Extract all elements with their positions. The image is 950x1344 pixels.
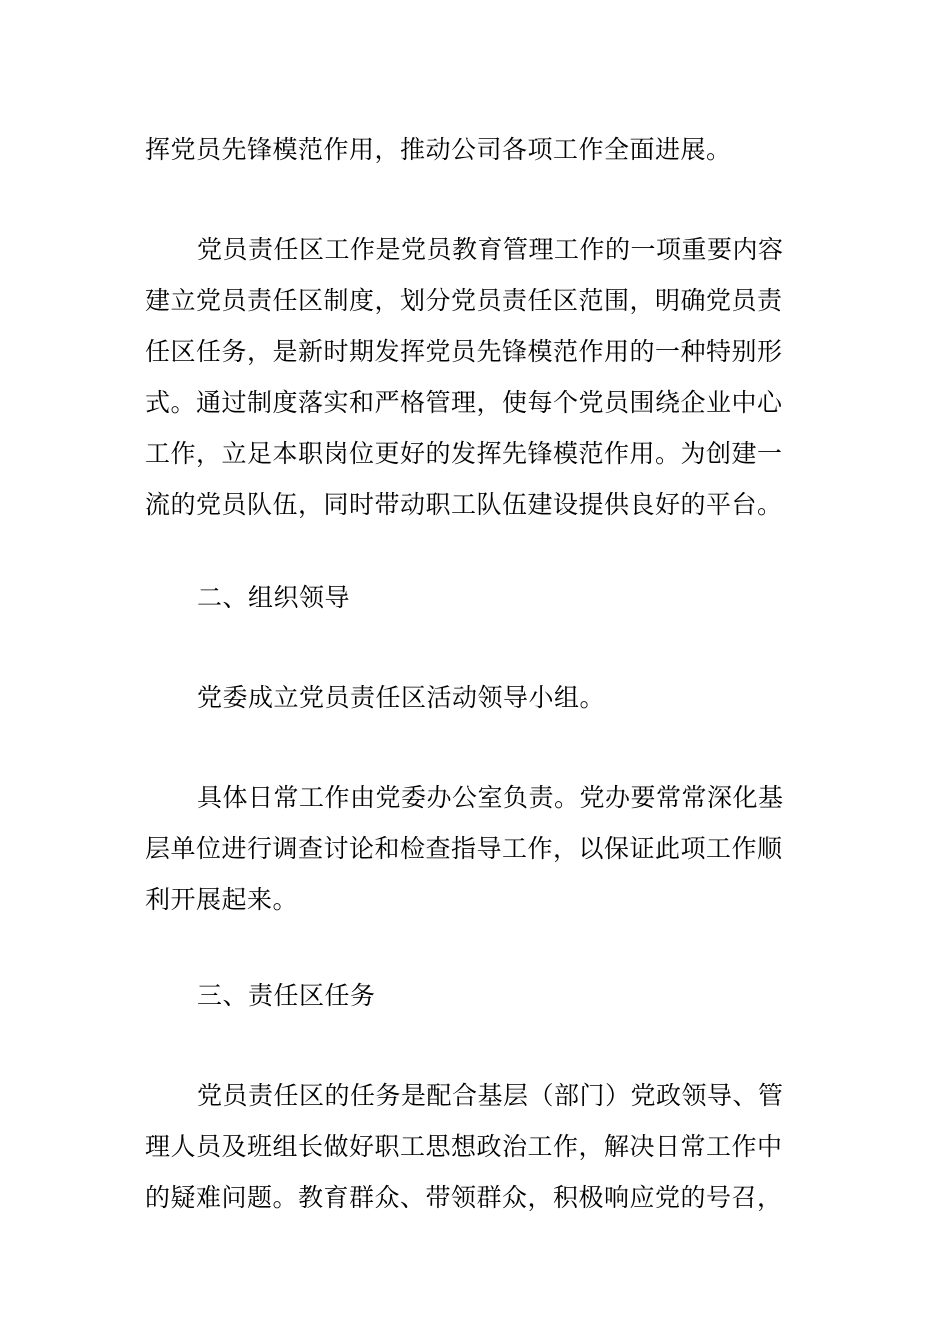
text-line: 党委成立党员责任区活动领导小组。 [197,683,606,712]
section-heading-tasks [145,970,807,1021]
text-line: 层单位进行调查讨论和检查指导工作，以保证此项工作顺 [145,834,783,863]
text-line: 建立党员责任区制度，划分党员责任区范围，明确党员责 [145,286,783,315]
text-line: 利开展起来。 [145,885,299,914]
paragraph-responsibility-zone-intro [145,224,807,530]
paragraph-daily-work [145,772,807,925]
text-line: 党员责任区工作是党员教育管理工作的一项重要内容 [197,235,784,264]
heading-text: 三、责任区任务 [197,981,376,1010]
text-line: 的疑难问题。教育群众、带领群众，积极响应党的号召， [145,1183,783,1212]
text-line: 工作，立足本职岗位更好的发挥先锋模范作用。为创建一 [145,439,783,468]
paragraph-continuation [145,124,807,175]
text-line: 党员责任区的任务是配合基层（部门）党政领导、管 [197,1081,784,1110]
text-line: 具体日常工作由党委办公室负责。党办要常常深化基 [197,783,784,812]
text-line: 挥党员先锋模范作用，推动公司各项工作全面进展。 [145,135,732,164]
text-line: 式。通过制度落实和严格管理，使每个党员围绕企业中心 [145,388,783,417]
heading-text: 二、组织领导 [197,583,351,612]
text-line: 理人员及班组长做好职工思想政治工作，解决日常工作中 [145,1132,783,1161]
paragraph-zone-tasks [145,1070,807,1223]
paragraph-leadership-group [145,672,807,723]
text-line: 流的党员队伍，同时带动职工队伍建设提供良好的平台。 [145,490,783,519]
text-line: 任区任务，是新时期发挥党员先锋模范作用的一种特别形 [145,337,783,366]
section-heading-organization [145,572,807,623]
